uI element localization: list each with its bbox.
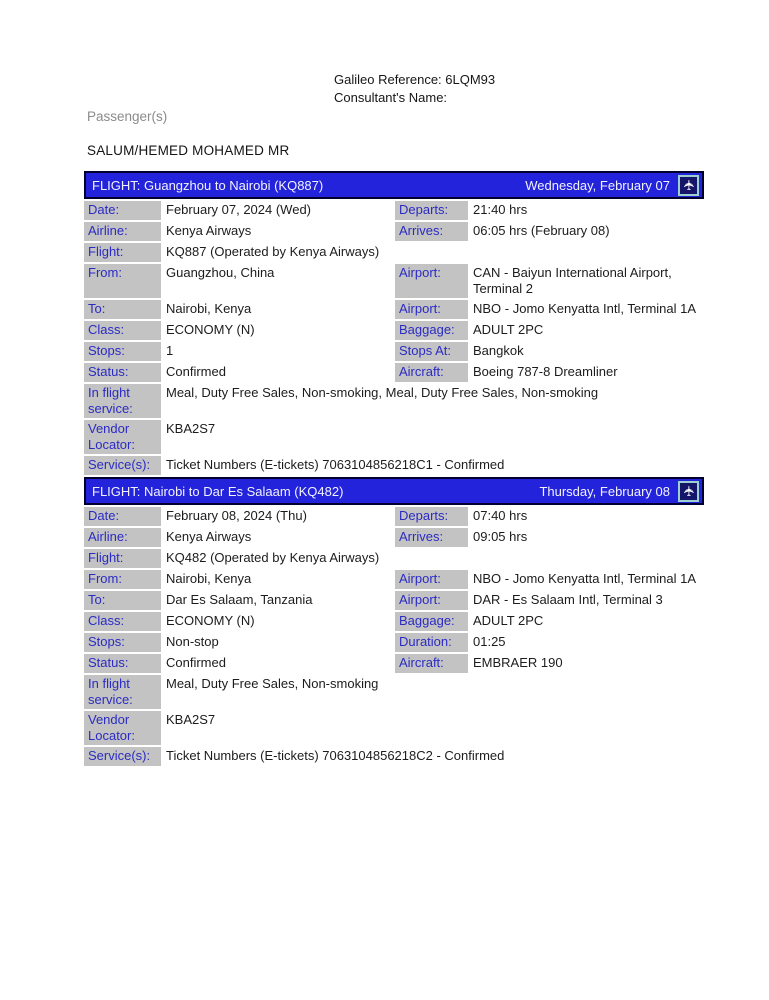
- table-row: [84, 264, 704, 298]
- row-label: Stops:: [84, 633, 161, 652]
- row-label: Date:: [84, 201, 161, 220]
- row-label: Vendor Locator:: [84, 711, 161, 745]
- row-value: NBO - Jomo Kenyatta Intl, Terminal 1A: [473, 571, 697, 586]
- row-value: 01:25: [473, 634, 506, 649]
- table-row: [84, 549, 704, 568]
- flight-header-2: [84, 477, 704, 505]
- row-label: Flight:: [84, 243, 161, 262]
- row-label: Vendor Locator:: [84, 420, 161, 454]
- row-value: NBO - Jomo Kenyatta Intl, Terminal 1A: [473, 301, 697, 316]
- table-row: [84, 342, 704, 361]
- row-label: Aircraft:: [395, 363, 468, 382]
- row-value: KBA2S7: [166, 421, 216, 436]
- table-row: [84, 384, 704, 418]
- flight-title: FLIGHT: Guangzhou to Nairobi (KQ887): [92, 177, 324, 193]
- row-value: Nairobi, Kenya: [166, 571, 252, 586]
- row-label: Service(s):: [84, 747, 161, 766]
- row-value: Guangzhou, China: [166, 265, 275, 280]
- row-label: Departs:: [395, 201, 468, 220]
- passenger-name: SALUM/HEMED MOHAMED MR: [87, 143, 290, 158]
- row-label: To:: [84, 300, 161, 319]
- row-label: Class:: [84, 321, 161, 340]
- row-label: Flight:: [84, 549, 161, 568]
- row-value: Meal, Duty Free Sales, Non-smoking, Meal, Duty Free Sales, Non-smoking: [166, 385, 599, 400]
- flight-title: FLIGHT: Nairobi to Dar Es Salaam (KQ482): [92, 483, 344, 499]
- flight-date: Thursday, February 08: [539, 483, 670, 499]
- row-value: Confirmed: [166, 364, 226, 379]
- row-value: EMBRAER 190: [473, 655, 563, 670]
- row-value: 21:40 hrs: [473, 202, 528, 217]
- row-value: ECONOMY (N): [166, 322, 255, 337]
- row-label: Airline:: [84, 222, 161, 241]
- document-header: [334, 71, 495, 107]
- table-row: [84, 711, 704, 745]
- table-row: [84, 591, 704, 610]
- flight-header-1: [84, 171, 704, 199]
- row-value: KQ482 (Operated by Kenya Airways): [166, 550, 380, 565]
- row-label: Baggage:: [395, 321, 468, 340]
- row-label: Aircraft:: [395, 654, 468, 673]
- row-value: Bangkok: [473, 343, 524, 358]
- row-label: From:: [84, 570, 161, 589]
- row-label: Departs:: [395, 507, 468, 526]
- row-value: ADULT 2PC: [473, 613, 544, 628]
- flight-header-right: [539, 481, 699, 502]
- passenger-block: [87, 109, 707, 158]
- table-row: [84, 222, 704, 241]
- table-row: [84, 654, 704, 673]
- row-value: Ticket Numbers (E-tickets) 7063104856218C1 - Confirmed: [166, 457, 505, 472]
- row-label: In flight service:: [84, 675, 161, 709]
- row-label: Status:: [84, 654, 161, 673]
- row-label: Airport:: [395, 264, 468, 298]
- row-label: Stops At:: [395, 342, 468, 361]
- table-row: [84, 612, 704, 631]
- row-value: 07:40 hrs: [473, 508, 528, 523]
- row-value: KQ887 (Operated by Kenya Airways): [166, 244, 380, 259]
- table-row: [84, 528, 704, 547]
- table-row: [84, 363, 704, 382]
- row-value: Nairobi, Kenya: [166, 301, 252, 316]
- row-value: Kenya Airways: [166, 529, 252, 544]
- row-value: Non-stop: [166, 634, 219, 649]
- airplane-icon: [678, 175, 699, 196]
- row-value: 09:05 hrs: [473, 529, 528, 544]
- row-label: From:: [84, 264, 161, 298]
- row-value: Kenya Airways: [166, 223, 252, 238]
- airplane-icon: [678, 481, 699, 502]
- table-row: [84, 747, 704, 766]
- table-row: [84, 456, 704, 475]
- table-row: [84, 300, 704, 319]
- row-value: Confirmed: [166, 655, 226, 670]
- row-value: KBA2S7: [166, 712, 216, 727]
- row-label: Airport:: [395, 300, 468, 319]
- table-row: [84, 321, 704, 340]
- row-value: Ticket Numbers (E-tickets) 7063104856218C2 - Confirmed: [166, 748, 505, 763]
- row-value: February 07, 2024 (Wed): [166, 202, 311, 217]
- row-value: CAN - Baiyun International Airport, Terminal 2: [473, 265, 672, 296]
- table-row: [84, 420, 704, 454]
- airplane-icon-glyph: ✈: [680, 179, 697, 191]
- row-value: Meal, Duty Free Sales, Non-smoking: [166, 676, 379, 691]
- row-value: February 08, 2024 (Thu): [166, 508, 307, 523]
- table-row: [84, 201, 704, 220]
- row-value: ADULT 2PC: [473, 322, 544, 337]
- row-label: To:: [84, 591, 161, 610]
- flight-header-right: [525, 175, 699, 196]
- row-label: Duration:: [395, 633, 468, 652]
- row-label: Baggage:: [395, 612, 468, 631]
- row-label: Status:: [84, 363, 161, 382]
- consultant-name: Consultant's Name:: [334, 90, 448, 105]
- row-value: ECONOMY (N): [166, 613, 255, 628]
- table-row: [84, 243, 704, 262]
- row-value: 1: [166, 343, 174, 358]
- row-label: Service(s):: [84, 456, 161, 475]
- row-value: Dar Es Salaam, Tanzania: [166, 592, 313, 607]
- row-label: Stops:: [84, 342, 161, 361]
- flight-section-2: [84, 477, 704, 766]
- table-row: [84, 675, 704, 709]
- table-row: [84, 570, 704, 589]
- row-label: In flight service:: [84, 384, 161, 418]
- flight-details-table-1: [84, 201, 704, 475]
- airplane-icon-glyph: ✈: [680, 485, 697, 497]
- table-row: [84, 507, 704, 526]
- row-label: Airport:: [395, 570, 468, 589]
- row-label: Airport:: [395, 591, 468, 610]
- row-label: Date:: [84, 507, 161, 526]
- row-value: DAR - Es Salaam Intl, Terminal 3: [473, 592, 663, 607]
- galileo-reference: Galileo Reference: 6LQM93: [334, 72, 496, 87]
- row-label: Arrives:: [395, 222, 468, 241]
- row-label: Airline:: [84, 528, 161, 547]
- table-row: [84, 633, 704, 652]
- row-value: Boeing 787-8 Dreamliner: [473, 364, 618, 379]
- flight-date: Wednesday, February 07: [525, 177, 670, 193]
- flight-sections: [84, 171, 704, 768]
- row-label: Arrives:: [395, 528, 468, 547]
- row-label: Class:: [84, 612, 161, 631]
- row-value: 06:05 hrs (February 08): [473, 223, 610, 238]
- passengers-heading: Passenger(s): [87, 109, 168, 124]
- flight-section-1: [84, 171, 704, 475]
- flight-details-table-2: [84, 507, 704, 766]
